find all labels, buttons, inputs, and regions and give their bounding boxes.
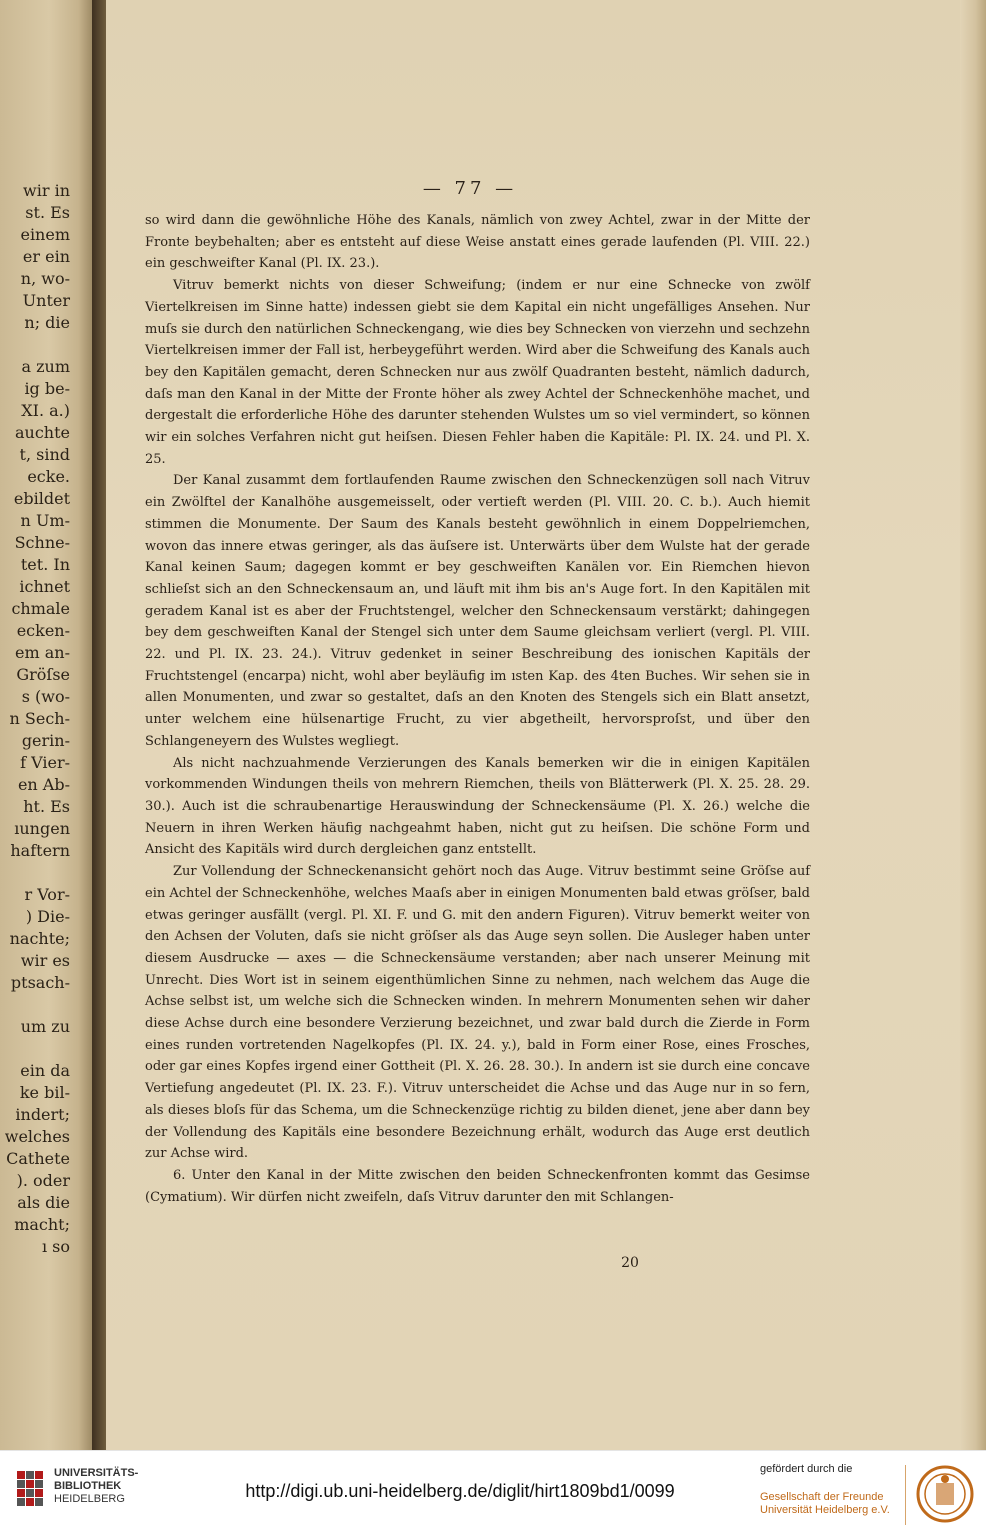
left-page-fragment: ecke. xyxy=(27,467,70,486)
paragraph: so wird dann die gewöhnliche Höhe des Kanals, nämlich von zwey Achtel, zwar in der Mitte der Fronte beybehalten; aber es entsteht auf diese Weise anstatt eines gerade laufenden (Pl. VIII. 22.) ein geschweifter Kanal (Pl. IX. 23.). xyxy=(145,213,810,272)
left-page-fragment xyxy=(0,1038,98,1060)
left-page-fragment: st. Es xyxy=(25,203,70,222)
left-page-fragment: auchte xyxy=(14,423,70,442)
footer-divider xyxy=(905,1465,906,1525)
paragraph: Der Kanal zusammt dem fortlaufenden Raume zwischen den Schneckenzügen soll nach Vitruv ein Zwölftel der Kanalhöhe ausgemeisselt, oder vertieft werden (Pl. VIII. 20. C. b.). Auch hiemit stimmen die Monumente. Der Saum des Kanals besteht gewöhnlich in einem Doppelriemchen, wovon das innere etwas geringer, als das äuſsere ist. Unterwärts über dem Wulste hat der gerade Kanal keinen Saum; dagegen kommt er bey geschweiften Kanälen vor. Ein Riemchen hievon schlieſst sich an den Schneckensaum an, und läuft mit ihm bis an's Auge fort. In den Kapitälen mit geradem Kanal ist es aber der Fruchtstengel, welcher den Schneckensaum verstärkt; dahingegen bey dem geschweiften Kanal der Stengel sich unter dem Saume gleichsam verliert (vergl. Pl. VIII. 22. und Pl. IX. 23. 24.). Vitruv gedenket in seiner Beschreibung des ionischen Kapitäls der Fruchtstengel (encarpa) nicht, wohl aber beyläufig im ısten Kap. des 4ten Buches. Wir sehen sie in allen Monumenten, und zwar so gestaltet, daſs an den Knoten des Stengels sich ein Blatt ansetzt, unter welchem eine hülsenartige Frucht, zu vier abgetheilt, hervorsproſst, und über den Schlangeneyern des Wulstes wegliegt. xyxy=(145,473,810,749)
left-page-fragment: macht; xyxy=(14,1215,70,1234)
left-page-fragment: n Um- xyxy=(20,511,70,530)
left-page-fragment: ı so xyxy=(41,1237,70,1256)
left-page-fragment: Schne- xyxy=(14,533,70,552)
library-name-line: BIBLIOTHEK xyxy=(54,1480,122,1492)
left-page-fragment: ıungen xyxy=(14,819,70,838)
left-page-fragment: gerin- xyxy=(21,731,70,750)
left-page-fragment: chmale xyxy=(11,599,70,618)
library-name-line: HEIDELBERG xyxy=(54,1493,125,1505)
left-page-fragment: Gröſse xyxy=(16,665,70,684)
left-page-fragment: er ein xyxy=(22,247,70,266)
university-seal-icon xyxy=(916,1459,974,1529)
body-text xyxy=(145,210,810,1208)
left-page-fragment: XI. a.) xyxy=(21,401,70,420)
paragraph: Als nicht nachzuahmende Verzierungen des Kanals bemerken wir die in einigen Kapitälen vorkommenden Windungen theils von mehrern Riemchen, theils von Blätterwerk (Pl. X. 25. 28. 29. 30.). Auch ist die schraubenartige Herauswindung der Schneckensäume (Pl. X. 26.) welche die Neuern in ihren Werken häufig nachgeahmt haben, nicht gut zu heiſsen. Die schöne Form und Ansicht des Kapitäls wird durch dergleichen ganz entstellt. xyxy=(145,755,810,858)
library-name-line: UNIVERSITÄTS- xyxy=(54,1467,139,1479)
paragraph: 6. Unter den Kanal in der Mitte zwischen den beiden Schneckenfronten kommt das Gesimse (Cymatium). Wir dürfen nicht zweifeln, daſs Vitruv darunter den mit Schlangen- xyxy=(145,1167,810,1205)
left-page-fragment xyxy=(0,994,98,1016)
left-page-fragment: en Ab- xyxy=(17,775,70,794)
funder-name xyxy=(760,1491,900,1517)
left-page-fragment: a zum xyxy=(21,357,70,376)
paragraph: Vitruv bemerkt nichts von dieser Schweifung; (indem er nur eine Schnecke von zwölf Viertelkreisen im Sinne hatte) indessen giebt sie dem Kapital ein nicht ungefälliges Ansehen. Nur muſs sie durch den natürlichen Schneckengang, wie dies bey Schnecken von vierzehn und sechzehn Viertelkreisen immer der Fall ist, herbeygeführt werden. Wird aber die Schweifung des Kanals auch bey den Kapitälen gemacht, deren Schnecken nur aus zwölf Quadranten besteht, nämlich dadurch, daſs man den Kanal in der Mitte der Fronte höher als zwey Achtel der Schneckenhöhe machet, und dergestalt die erforderliche Höhe des darunter stehenden Wulstes um so viel vermindert, so können wir ein solches Verfahren nicht gut heiſsen. Diesen Fehler haben die Kapitäle: Pl. IX. 24. und Pl. X. 25. xyxy=(145,278,810,467)
left-page-fragment: Unter xyxy=(22,291,70,310)
left-page-fragment: ke bil- xyxy=(19,1083,70,1102)
left-page-fragment: n Sech- xyxy=(9,709,70,728)
left-page-fragment: n, wo- xyxy=(20,269,70,288)
left-page-fragment: welches xyxy=(4,1127,70,1146)
right-page-edge xyxy=(960,0,986,1450)
left-page-fragment: ein da xyxy=(20,1061,70,1080)
left-page-fragment: ) Die- xyxy=(25,907,70,926)
left-page-fragment: nachte; xyxy=(9,929,70,948)
left-page-fragment: ig be- xyxy=(24,379,70,398)
left-page-fragment: r Vor- xyxy=(24,885,70,904)
left-page-fragment: um zu xyxy=(20,1017,70,1036)
left-page-fragment xyxy=(0,334,98,356)
left-page-fragment: Cathete xyxy=(6,1149,70,1168)
left-page-fragment: ht. Es xyxy=(23,797,70,816)
funder-name-line: Universität Heidelberg e.V. xyxy=(760,1504,890,1516)
left-page-fragment: f Vier- xyxy=(20,753,70,772)
left-page-fragment: ). oder xyxy=(16,1171,70,1190)
left-page-fragment: wir es xyxy=(20,951,70,970)
left-page-fragment: indert; xyxy=(15,1105,70,1124)
left-page-fragment: s (wo- xyxy=(21,687,70,706)
left-page-fragment: n; die xyxy=(24,313,70,332)
left-page-fragment: tet. In xyxy=(20,555,70,574)
library-name xyxy=(54,1467,138,1506)
university-library-logo-icon xyxy=(14,1467,46,1517)
left-page-fragment: wir in xyxy=(23,181,70,200)
funder-label: gefördert durch die xyxy=(760,1463,853,1475)
left-page-fragment: ecken- xyxy=(16,621,70,640)
left-page-fragment: einem xyxy=(20,225,70,244)
viewer-footer xyxy=(0,1450,986,1536)
paragraph: Zur Vollendung der Schneckenansicht gehört noch das Auge. Vitruv bestimmt seine Gröſse auf ein Achtel der Schneckenhöhe, welches Maaſs aber in einigen Monumenten bald etwas gröſser, bald etwas geringer ausfällt (vergl. Pl. XI. F. und G. mit den andern Figuren). Vitruv bemerkt weiter von den Achsen der Voluten, daſs sie nicht gröſser als das Auge seyn sollen. Die Ausleger haben unter diesem Ausdrucke — axes — die Schneckensäume verstanden; aber nach unserer Meinung mit Unrecht. Dies Wort ist in seinem eigenthümlichen Sinne zu nehmen, nach welchem das Auge die Achse selbst ist, um welche sich die Schnecken winden. In mehrern Monumenten sehen wir daher diese Achse durch eine besondere Verzierung bezeichnet, und zwar bald durch die Zierde in Form eines runden vortretenden Nagelkopfes (Pl. IX. 24. y.), bald in Form einer Rose, eines Frosches, oder gar eines Kopfes irgend einer Gottheit (Pl. X. 26. 28. 30.). In andern ist sie durch eine concave Vertiefung angedeutet (Pl. IX. 23. F.). Vitruv unterscheidet die Achse und das Auge nur in so fern, als dieses bloſs für das Schema, um die Schneckenzüge richtig zu bilden dienet, jene aber dann bey der Vollendung des Kapitäls eine besondere Bezeichnung erhält, wodurch das Auge erst deutlich zur Achse wird. xyxy=(145,864,810,1162)
left-page-fragment: t, sind xyxy=(19,445,70,464)
left-page-fragment: em an- xyxy=(15,643,70,662)
left-page-edge xyxy=(0,0,98,1450)
left-page-fragment: haftern xyxy=(10,841,70,860)
permalink-url[interactable]: http://digi.ub.uni-heidelberg.de/diglit/hirt1809bd1/0099 xyxy=(245,1481,675,1501)
left-page-fragments xyxy=(0,180,98,1258)
left-page-fragment: als die xyxy=(17,1193,70,1212)
signature-mark: 20 xyxy=(621,1255,639,1271)
left-page-fragment: ptsach- xyxy=(10,973,70,992)
page-number: — 77 — xyxy=(422,178,518,199)
funder-name-line: Gesellschaft der Freunde xyxy=(760,1491,884,1503)
left-page-fragment: ichnet xyxy=(19,577,70,596)
left-page-fragment: ebildet xyxy=(13,489,70,508)
left-page-fragment xyxy=(0,862,98,884)
